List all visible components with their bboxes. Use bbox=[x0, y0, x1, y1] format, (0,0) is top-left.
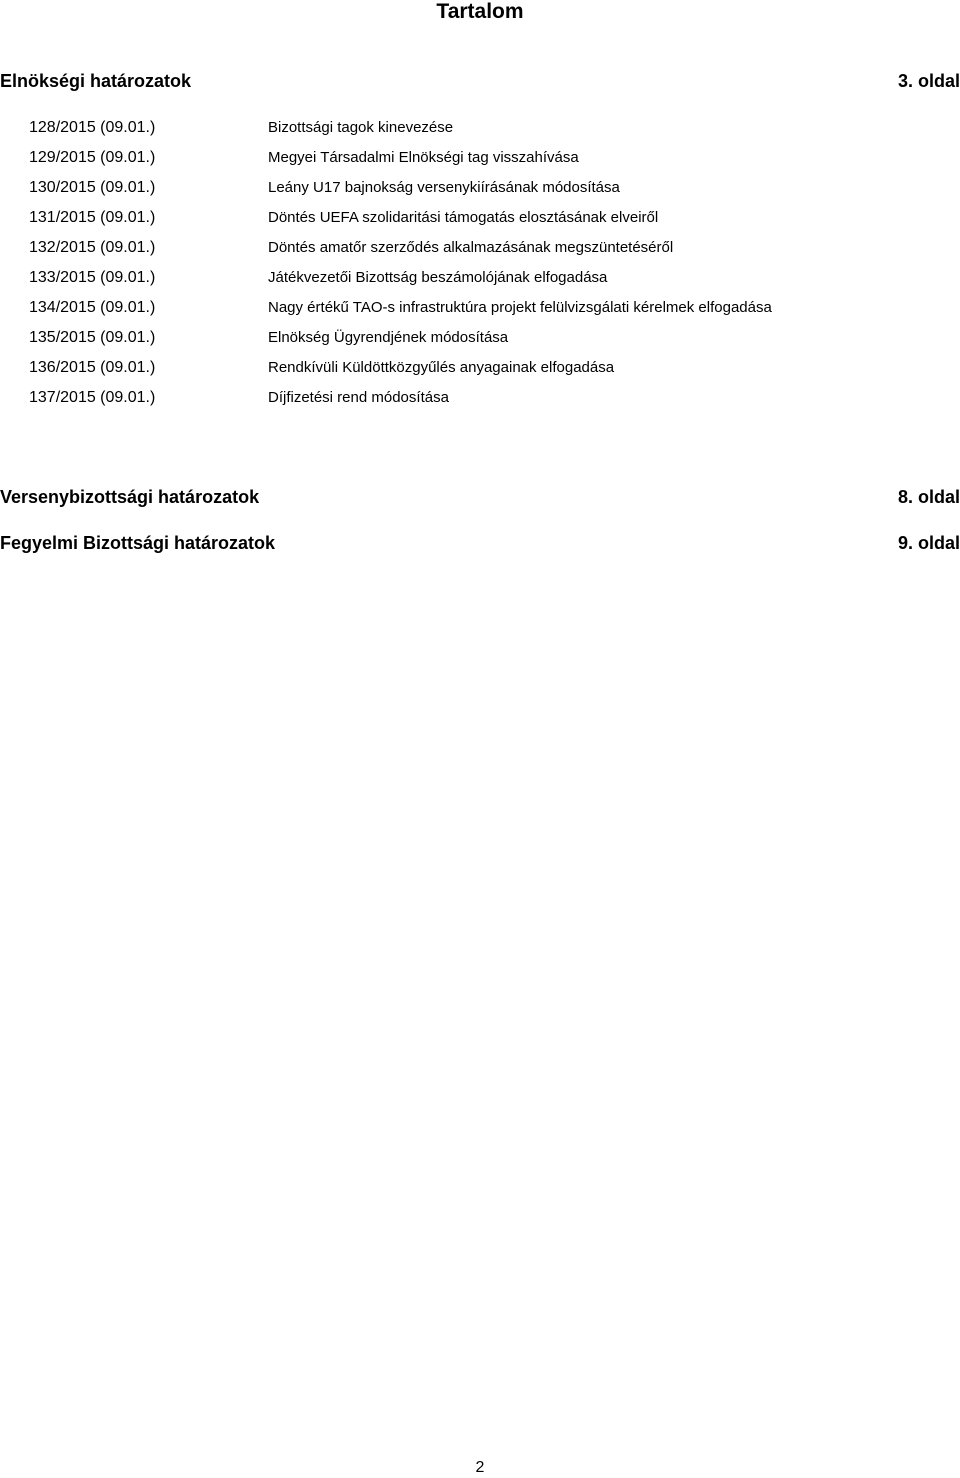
page-number: 2 bbox=[475, 1459, 485, 1476]
decision-row[interactable] bbox=[0, 357, 960, 387]
section-title: Elnökségi határozatok bbox=[0, 71, 192, 91]
decision-title: Rendkívüli Küldöttközgyűlés anyagainak elfogadása bbox=[268, 359, 615, 376]
decision-row[interactable] bbox=[0, 327, 960, 357]
decision-number: 129/2015 (09.01.) bbox=[29, 149, 156, 166]
decision-list bbox=[0, 117, 960, 417]
decision-number: 133/2015 (09.01.) bbox=[29, 269, 156, 286]
section-page-ref: 8. oldal bbox=[897, 487, 960, 507]
decision-title: Megyei Társadalmi Elnökségi tag visszahívása bbox=[268, 149, 579, 166]
decision-number: 136/2015 (09.01.) bbox=[29, 359, 156, 376]
toc-section-fegyelmi[interactable] bbox=[0, 532, 960, 554]
section-page-ref: 3. oldal bbox=[897, 71, 960, 91]
toc-section-elnokseg[interactable] bbox=[0, 70, 960, 92]
section-title: Fegyelmi Bizottsági határozatok bbox=[0, 533, 276, 553]
decision-row[interactable] bbox=[0, 117, 960, 147]
decision-number: 132/2015 (09.01.) bbox=[29, 239, 156, 256]
decision-row[interactable] bbox=[0, 207, 960, 237]
page-title: Tartalom bbox=[436, 0, 524, 23]
decision-number: 128/2015 (09.01.) bbox=[29, 119, 156, 136]
decision-title: Nagy értékű TAO-s infrastruktúra projekt felülvizsgálati kérelmek elfogadása bbox=[268, 299, 772, 316]
decision-row[interactable] bbox=[0, 237, 960, 267]
decision-title: Díjfizetési rend módosítása bbox=[268, 389, 449, 406]
decision-row[interactable] bbox=[0, 267, 960, 297]
decision-title: Játékvezetői Bizottság beszámolójának elfogadása bbox=[268, 269, 608, 286]
decision-title: Döntés UEFA szolidaritási támogatás elosztásának elveiről bbox=[268, 209, 659, 226]
toc-section-versenybizottsag[interactable] bbox=[0, 486, 960, 508]
decision-row[interactable] bbox=[0, 297, 960, 327]
decision-number: 137/2015 (09.01.) bbox=[29, 389, 156, 406]
decision-title: Döntés amatőr szerződés alkalmazásának megszüntetéséről bbox=[268, 239, 674, 256]
decision-number: 130/2015 (09.01.) bbox=[29, 179, 156, 196]
decision-title: Bizottsági tagok kinevezése bbox=[268, 119, 454, 136]
decision-number: 131/2015 (09.01.) bbox=[29, 209, 156, 226]
decision-number: 135/2015 (09.01.) bbox=[29, 329, 156, 346]
decision-row[interactable] bbox=[0, 387, 960, 417]
decision-title: Leány U17 bajnokság versenykiírásának módosítása bbox=[268, 179, 620, 196]
decision-title: Elnökség Ügyrendjének módosítása bbox=[268, 329, 509, 346]
decision-number: 134/2015 (09.01.) bbox=[29, 299, 156, 316]
section-page-ref: 9. oldal bbox=[897, 533, 960, 553]
decision-row[interactable] bbox=[0, 177, 960, 207]
decision-row[interactable] bbox=[0, 147, 960, 177]
section-title: Versenybizottsági határozatok bbox=[0, 487, 260, 507]
